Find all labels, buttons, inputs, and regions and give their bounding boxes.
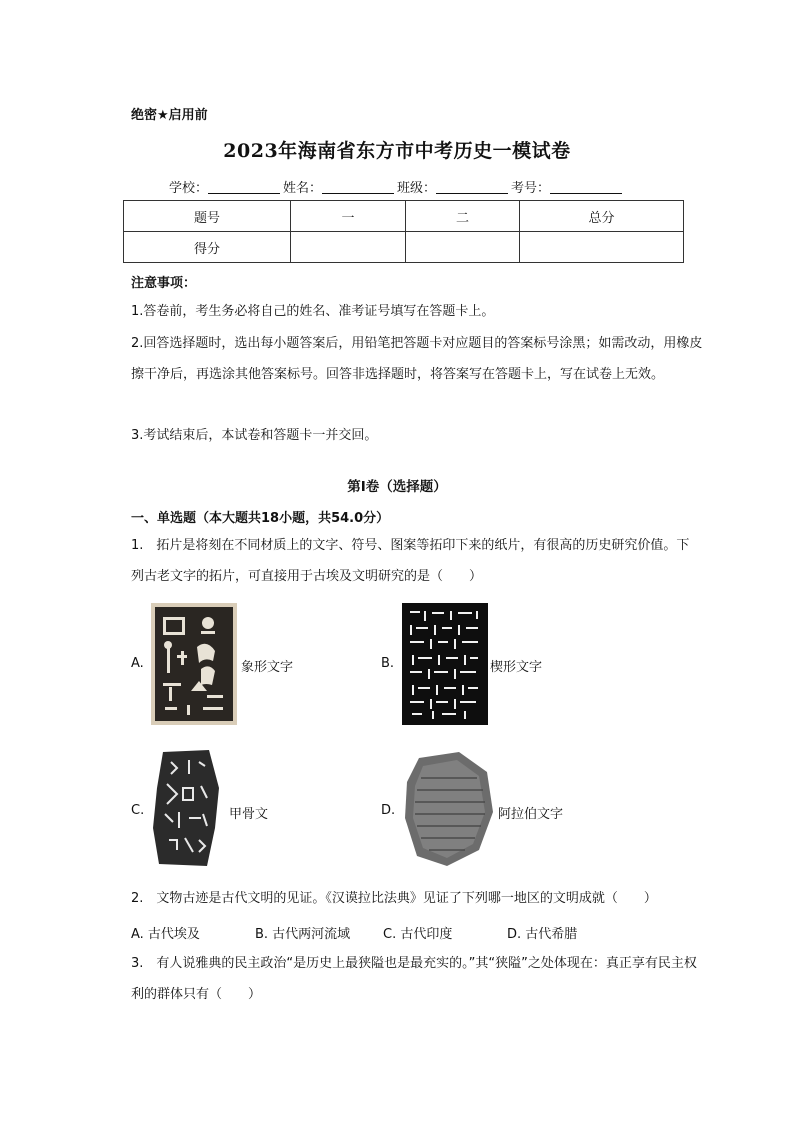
q2-option-a: A. 古代埃及 — [131, 927, 200, 942]
cuneiform-rubbing-image — [402, 603, 488, 725]
score-cell — [291, 232, 406, 263]
exam-title: 2023年海南省东方市中考历史一模试卷 — [223, 140, 571, 162]
score-table-score-row — [124, 232, 684, 263]
notice-item-3: 3.考试结束后，本试卷和答题卡一并交回。 — [131, 428, 378, 443]
question-2-text: 2. 文物古迹是古代文明的见证。《汉谟拉比法典》见证了下列哪一地区的文明成就（ ） — [131, 891, 657, 906]
class-blank — [436, 181, 508, 194]
secret-mark: 绝密★启用前 — [131, 108, 208, 123]
section-title: 第Ⅰ卷（选择题） — [347, 479, 447, 495]
option-b-letter: B. — [381, 656, 395, 671]
option-c-letter: C. — [131, 803, 145, 818]
q2-option-c: C. 古代印度 — [383, 927, 453, 942]
name-blank — [322, 181, 394, 194]
score-table-header-row — [124, 201, 684, 232]
class-label: 班级： — [397, 181, 437, 196]
student-info-line — [0, 177, 794, 196]
exam-number-blank — [550, 181, 622, 194]
option-d-letter: D. — [381, 803, 396, 818]
score-cell — [520, 232, 684, 263]
score-cell — [406, 232, 520, 263]
score-header-cell: 二 — [406, 201, 520, 232]
q2-option-b: B. 古代两河流域 — [255, 927, 351, 942]
exam-number-label: 考号： — [511, 181, 551, 196]
question-3-text: 3. 有人说雅典的民主政治“是历史上最狭隘也是最充实的。”其“狭隘”之处体现在：真正享有民主权利的群体只有（ ） — [131, 956, 697, 1002]
score-header-cell: 题号 — [124, 201, 291, 232]
score-row-label: 得分 — [124, 232, 291, 263]
arabic-script-rubbing-image — [401, 748, 496, 868]
option-a-letter: A. — [131, 656, 144, 671]
hieroglyph-rubbing-image — [151, 603, 237, 725]
option-a-label: 象形文字 — [241, 660, 294, 675]
option-b-label: 楔形文字 — [490, 660, 543, 675]
section-subtitle: 一、单选题（本大题共18小题，共54.0分） — [131, 511, 390, 526]
school-label: 学校： — [168, 181, 208, 196]
notice-item-1: 1.答卷前，考生务必将自己的姓名、准考证号填写在答题卡上。 — [131, 304, 495, 319]
school-blank — [208, 181, 280, 194]
option-d-label: 阿拉伯文字 — [498, 807, 564, 822]
q2-option-d: D. 古代希腊 — [507, 927, 578, 942]
name-label: 姓名： — [282, 181, 322, 196]
notice-item-2: 2.回答选择题时，选出每小题答案后，用铅笔把答题卡对应题目的答案标号涂黑；如需改动，用橡皮擦干净后，再选涂其他答案标号。回答非选择题时，将答案写在答题卡上，写在试卷上无效。 — [131, 336, 703, 382]
score-table — [123, 200, 684, 263]
notice-heading: 注意事项： — [131, 276, 197, 291]
score-header-cell: 总分 — [520, 201, 684, 232]
question-1-text: 1. 拓片是将刻在不同材质上的文字、符号、图案等拓印下来的纸片，有很高的历史研究价值。下列古老文字的拓片，可直接用于古埃及文明研究的是（ ） — [131, 538, 690, 584]
oracle-bone-rubbing-image — [149, 748, 229, 868]
option-c-label: 甲骨文 — [229, 807, 269, 822]
score-header-cell: 一 — [291, 201, 406, 232]
